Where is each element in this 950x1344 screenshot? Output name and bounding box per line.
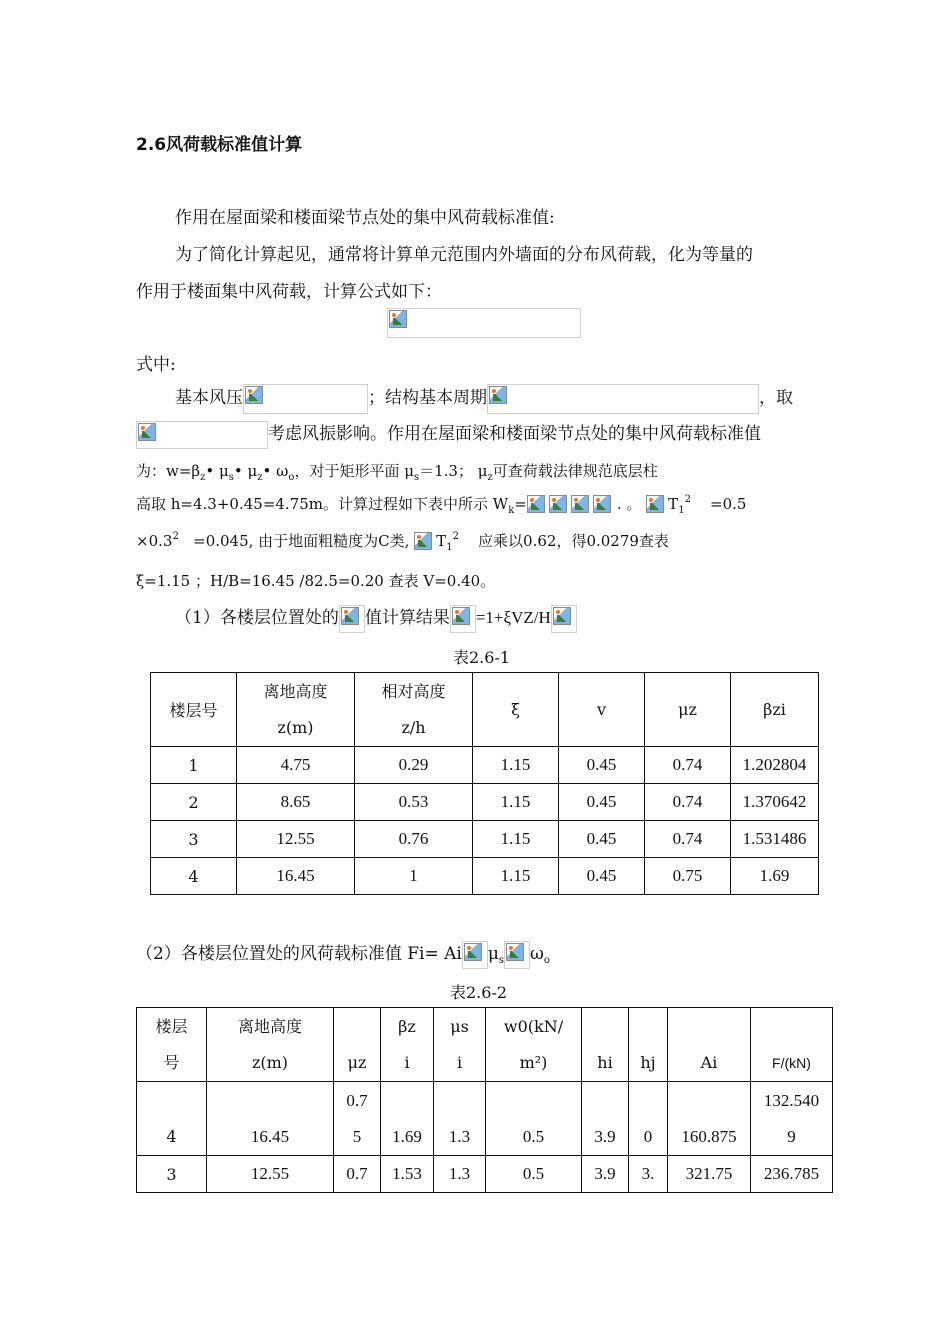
subscript-1: 1 (678, 505, 685, 516)
wk-image-1 (527, 494, 549, 516)
table-cell: 1.15 (473, 747, 559, 784)
vibration-text: 考虑风振影响。作用在屋面梁和楼面梁节点处的集中风荷载标准值 (268, 424, 761, 444)
dot-text: . 。 (616, 495, 642, 513)
table-cell: 4.75 (237, 747, 355, 784)
broken-image-icon (341, 607, 359, 625)
subscript-z: z (200, 472, 206, 483)
structure-period-label: ；结构基本周期 (368, 388, 487, 408)
table-cell: 0.7 5 (334, 1082, 381, 1156)
basic-wind-pressure-line (175, 383, 793, 414)
table1-header-row (151, 673, 819, 747)
beta-image (339, 605, 365, 633)
table-cell: 236.785 (751, 1156, 833, 1193)
broken-image-icon (138, 423, 156, 441)
superscript-2: 2 (684, 494, 691, 505)
table1-header-relative-height: 相对高度 z/h (355, 673, 473, 747)
take-label: ，取 (759, 388, 793, 408)
formula-w-beta: 为：w=β (136, 462, 201, 480)
table-cell: 132.540 9 (751, 1082, 833, 1156)
t1-image (646, 494, 668, 516)
table-cell: 0.74 (645, 821, 731, 858)
table-cell: 1.531486 (731, 821, 819, 858)
table-cell: 0.5 (486, 1082, 582, 1156)
formula-mu-z: • μ (233, 462, 258, 480)
t-symbol: T (436, 532, 447, 550)
table1-header-floor: 楼层号 (151, 673, 237, 747)
table1-header-v: v (559, 673, 645, 747)
mus-image (504, 941, 530, 969)
broken-image-icon (506, 943, 524, 961)
height-line (136, 493, 746, 516)
table-cell: 0.29 (355, 747, 473, 784)
table2-header-musi: μs i (434, 1008, 486, 1082)
table-cell: 1.53 (381, 1156, 434, 1193)
formula-mu-s: • μ (205, 462, 229, 480)
table-cell: 16.45 (237, 858, 355, 895)
broken-image-icon (452, 607, 470, 625)
broken-image-icon (489, 386, 507, 404)
beta-image-2 (450, 605, 476, 633)
superscript-2: 2 (452, 531, 459, 542)
roughness-line (136, 530, 669, 553)
table-row (137, 1156, 833, 1193)
table1-header-xi: ξ (473, 673, 559, 747)
table1-header-height: 离地高度 z(m) (237, 673, 355, 747)
paragraph-simplify-line1: 为了简化计算起见，通常将计算单元范围内外墙面的分布风荷载，化为等量的 (175, 245, 753, 265)
table-cell: 3 (137, 1156, 207, 1193)
table-cell: 0.7 (334, 1156, 381, 1193)
table2-header-floor: 楼层 号 (137, 1008, 207, 1082)
table-cell: 1 (355, 858, 473, 895)
table2-header-hj: hj (629, 1008, 668, 1082)
table-cell: 0.53 (355, 784, 473, 821)
broken-image-icon (527, 495, 545, 513)
table1-header-muz: μz (645, 673, 731, 747)
table-cell: 0 (629, 1082, 668, 1156)
table-cell: 0.76 (355, 821, 473, 858)
step1-text: （1）各楼层位置处的 (175, 608, 339, 628)
table-cell: 1.69 (381, 1082, 434, 1156)
table1-caption: 表2.6-1 (453, 648, 511, 667)
equals: = (514, 495, 527, 513)
table-cell: 0.45 (559, 784, 645, 821)
table-cell: 2 (151, 784, 237, 821)
table2-header-betazi: βz i (381, 1008, 434, 1082)
table-cell: 1.15 (473, 821, 559, 858)
subscript-o: o (288, 472, 295, 483)
basic-wind-pressure-label: 基本风压 (175, 388, 243, 408)
subscript-1: 1 (446, 542, 453, 553)
table1-header-betazi: βzi (731, 673, 819, 747)
table-row (151, 784, 819, 821)
table-cell: 0.45 (559, 858, 645, 895)
table-cell: 3.9 (582, 1156, 629, 1193)
rect-plane-text: ，对于矩形平面 μ (294, 462, 414, 480)
step1-result-text: 值计算结果 (364, 608, 450, 628)
period-image (487, 384, 759, 414)
table-cell: 3 (151, 821, 237, 858)
subscript-z: z (487, 472, 493, 483)
table2-header-w0: w0(kN/ m²) (486, 1008, 582, 1082)
roughness-text: =0.045, 由于地面粗糙度为C类, (193, 532, 410, 550)
superscript-2: 2 (172, 531, 179, 542)
wk-image-3 (571, 494, 593, 516)
broken-image-icon (245, 386, 263, 404)
table-cell: 0.74 (645, 747, 731, 784)
broken-image-icon (414, 532, 432, 550)
broken-image-icon (593, 495, 611, 513)
label-where: 式中: (136, 355, 176, 375)
table-row (151, 858, 819, 895)
broken-image-icon (571, 495, 589, 513)
broken-image-icon (553, 607, 571, 625)
table-cell: 8.65 (237, 784, 355, 821)
table-cell: 0.5 (486, 1156, 582, 1193)
paragraph-simplify-line2: 作用于楼面集中风荷载，计算公式如下： (136, 282, 442, 302)
table-cell: 0.75 (645, 858, 731, 895)
broken-image-icon (646, 495, 664, 513)
step1-formula: =1+ξVZ/H (475, 608, 551, 627)
table-cell: 1.3 (434, 1156, 486, 1193)
lookup-text: 可查荷载法律规范底层柱 (492, 462, 658, 480)
subscript-s: s (413, 472, 420, 483)
height-text: 高取 h=4.3+0.45=4.75m。计算过程如下表中所示 W (136, 495, 509, 513)
table-row (151, 747, 819, 784)
table2-header-row (137, 1008, 833, 1082)
table-cell: 0.45 (559, 747, 645, 784)
paragraph-intro: 作用在屋面梁和楼面梁节点处的集中风荷载标准值: (175, 208, 555, 228)
ai-image (462, 941, 488, 969)
table-cell: 1.202804 (731, 747, 819, 784)
table-cell: 1 (151, 747, 237, 784)
table-cell: 1.370642 (731, 784, 819, 821)
wk-image-2 (549, 494, 571, 516)
times-value: ×0.3 (136, 532, 173, 550)
wk-image-4 (593, 494, 617, 516)
formula-image (387, 308, 581, 338)
table-cell: 321.75 (668, 1156, 751, 1193)
subscript-s: s (498, 955, 505, 966)
t-symbol: T (668, 495, 679, 513)
table-cell: 16.45 (207, 1082, 334, 1156)
formula-image-frame (387, 308, 581, 338)
multiply-text: 应乘以0.62，得0.0279查表 (478, 532, 669, 550)
table1 (150, 672, 819, 895)
wind-pressure-image (243, 384, 368, 414)
table2-header-ai: Ai (668, 1008, 751, 1082)
coefficient-image (136, 421, 268, 449)
xi-line: ξ=1.15 ；H/B=16.45 /82.5=0.20 查表 V=0.40。 (136, 572, 496, 590)
subscript-s: s (228, 472, 234, 483)
table-row (137, 1082, 833, 1156)
subscript-o: o (543, 955, 550, 966)
vibration-line (136, 419, 761, 449)
omega-symbol: ω (530, 944, 544, 964)
table-cell: 1.15 (473, 858, 559, 895)
beta-image-3 (551, 605, 577, 633)
table-cell: 4 (137, 1082, 207, 1156)
table-cell: 1.3 (434, 1082, 486, 1156)
formula-text-line (136, 460, 658, 481)
step2-text: （2）各楼层位置处的风荷载标准值 Fi= Ai (136, 944, 462, 964)
formula-omega: • ω (262, 462, 289, 480)
table-cell: 12.55 (237, 821, 355, 858)
subscript-k: k (508, 505, 515, 516)
section-heading: 2.6风荷载标准值计算 (136, 135, 303, 155)
step1-line (175, 603, 577, 633)
table-cell: 4 (151, 858, 237, 895)
step2-line (136, 939, 550, 969)
table-cell: 12.55 (207, 1156, 334, 1193)
table-cell: 3. (629, 1156, 668, 1193)
t1-value: =0.5 (710, 495, 747, 513)
broken-image-icon (389, 310, 407, 328)
t1-image-2 (414, 531, 436, 553)
table-cell: 160.875 (668, 1082, 751, 1156)
table2-caption: 表2.6-2 (450, 983, 508, 1002)
table-cell: 3.9 (582, 1082, 629, 1156)
table2 (136, 1007, 833, 1193)
table2-header-muz: μz (334, 1008, 381, 1082)
subscript-z: z (257, 472, 263, 483)
table-cell: 0.45 (559, 821, 645, 858)
table-cell: 1.15 (473, 784, 559, 821)
table-cell: 0.74 (645, 784, 731, 821)
broken-image-icon (464, 943, 482, 961)
table2-header-f: F/(kN) (751, 1008, 833, 1082)
broken-image-icon (549, 495, 567, 513)
mu-s-value: ＝1.3； μ (419, 462, 488, 480)
table2-header-height: 离地高度 z(m) (207, 1008, 334, 1082)
mu-symbol: μ (487, 944, 499, 964)
table2-header-hi: hi (582, 1008, 629, 1082)
table-cell: 1.69 (731, 858, 819, 895)
table-row (151, 821, 819, 858)
